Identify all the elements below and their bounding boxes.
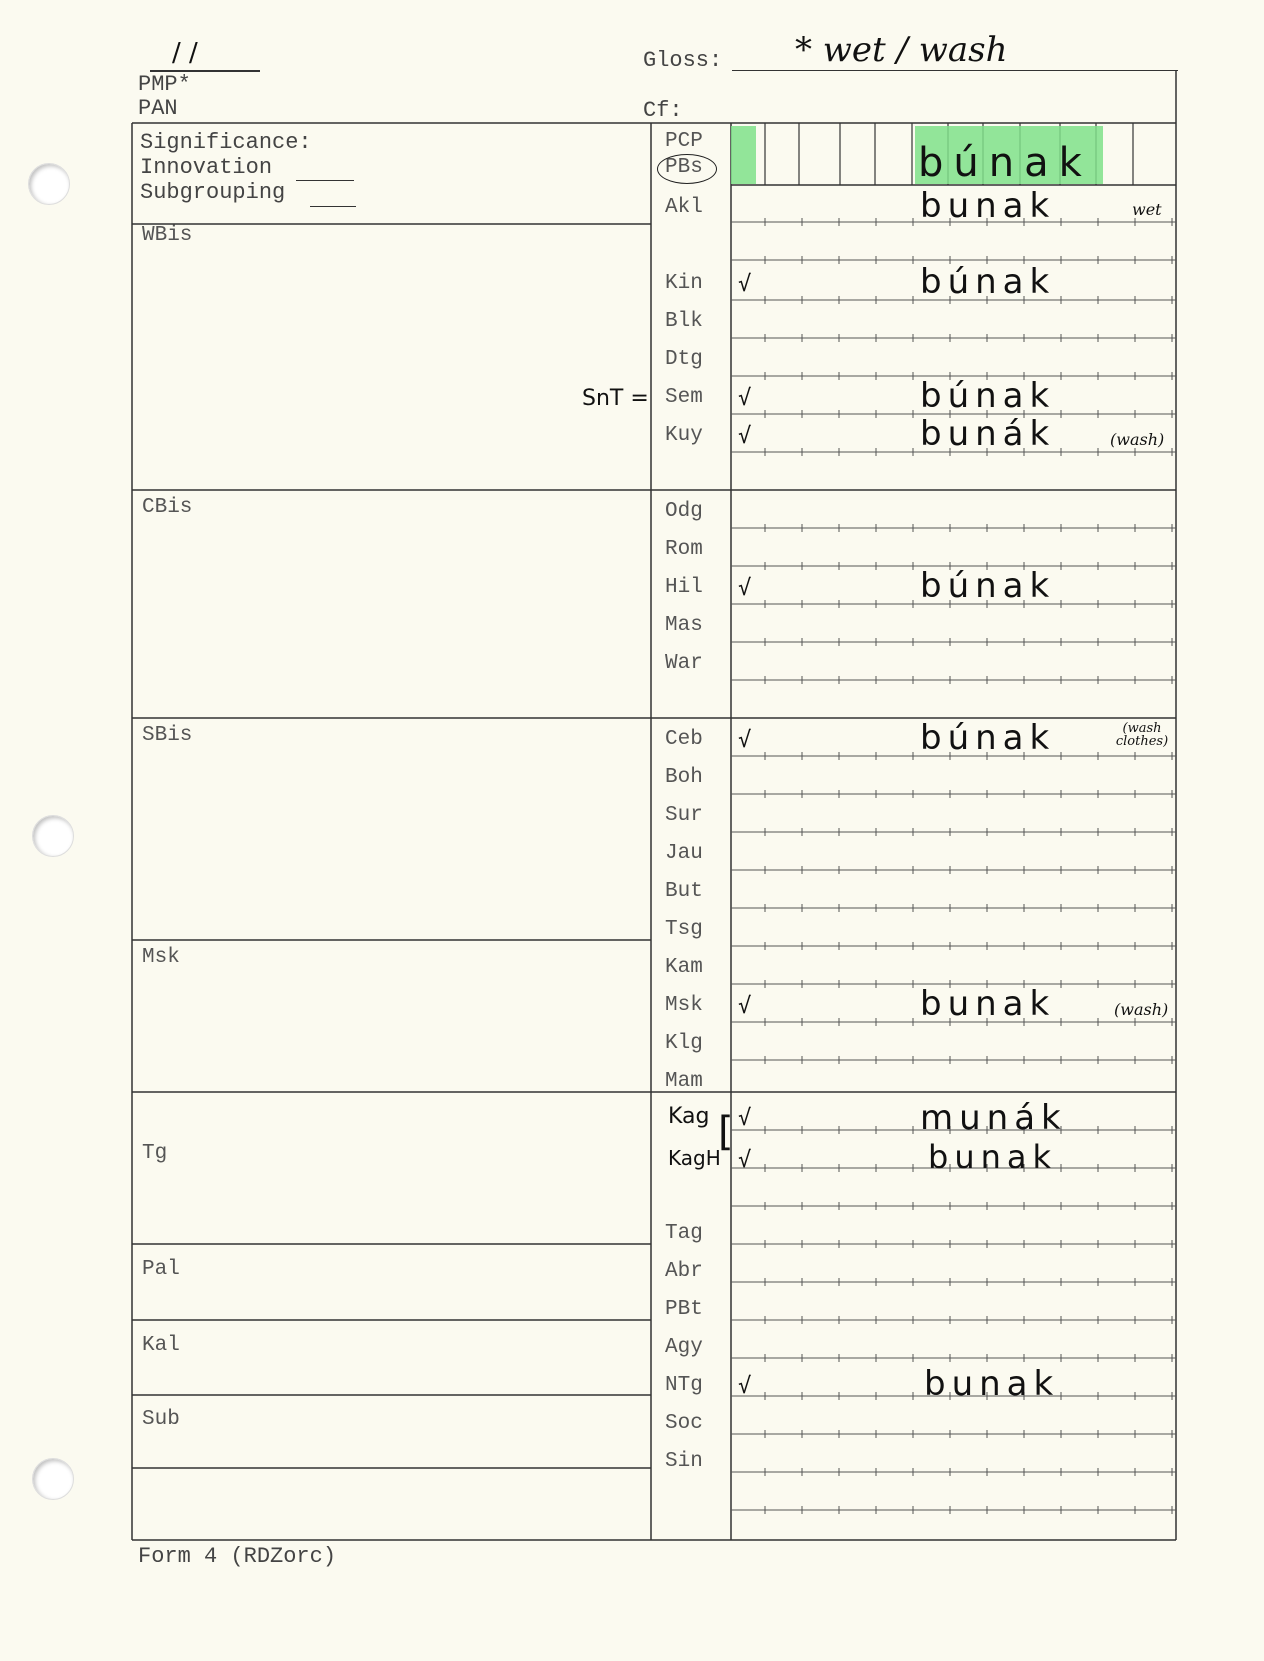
lang-soc: Soc (665, 1412, 703, 1435)
lang-jau: Jau (665, 842, 703, 865)
pan-label: PAN (138, 96, 178, 121)
lang-kag: Kag (668, 1104, 710, 1129)
check-msk: √ (738, 994, 752, 1019)
subgrouping-blank (310, 206, 356, 207)
pmp-label: PMP* (138, 72, 191, 97)
lang-abr: Abr (665, 1260, 703, 1283)
form-sem: búnak (920, 376, 1056, 416)
group-cbis: CBis (142, 496, 193, 519)
group-wbis: WBis (142, 224, 193, 247)
lang-mas: Mas (665, 614, 703, 637)
check-kag: √ (738, 1106, 752, 1131)
form-msk: bunak (920, 984, 1056, 1024)
lang-odg: Odg (665, 500, 703, 523)
cf-label: Cf: (643, 98, 683, 123)
note-kuy: (wash) (1110, 430, 1165, 449)
check-ceb: √ (738, 728, 752, 753)
significance-title: Significance: (140, 130, 312, 155)
lang-but: But (665, 880, 703, 903)
lang-pbs: PBs (665, 156, 703, 179)
lang-pbt: PBt (665, 1298, 703, 1321)
lang-sur: Sur (665, 804, 703, 827)
check-kin: √ (738, 272, 752, 297)
form-kag: munák (920, 1098, 1067, 1138)
pcp-left-highlight (731, 126, 756, 184)
note-akl: wet (1132, 200, 1162, 219)
form-kuy: bunák (920, 414, 1056, 454)
lang-kin: Kin (665, 272, 703, 295)
lang-msk: Msk (665, 994, 703, 1017)
group-msk: Msk (142, 946, 180, 969)
lang-sem: Sem (665, 386, 703, 409)
lang-akl: Akl (665, 196, 703, 219)
lang-boh: Boh (665, 766, 703, 789)
note-ceb: (wash clothes) (1115, 721, 1169, 749)
lang-hil: Hil (665, 576, 703, 599)
lang-pcp: PCP (665, 130, 703, 153)
lang-sin: Sin (665, 1450, 703, 1473)
lang-war: War (665, 652, 703, 675)
lang-tsg: Tsg (665, 918, 703, 941)
lang-agy: Agy (665, 1336, 703, 1359)
form-footer: Form 4 (RDZorc) (138, 1544, 337, 1569)
group-sub: Sub (142, 1408, 180, 1431)
gloss-label: Gloss: (643, 48, 723, 73)
lang-tag: Tag (665, 1222, 703, 1245)
kag-bracket: [ (718, 1109, 734, 1155)
check-kagh: √ (738, 1148, 752, 1173)
pbs-circle (657, 154, 717, 184)
form-kin: búnak (920, 262, 1056, 302)
gloss-value: * wet / wash (795, 30, 1008, 70)
form-akl: bunak (920, 186, 1056, 226)
group-kal: Kal (142, 1334, 180, 1357)
note-msk: (wash) (1114, 1000, 1169, 1019)
lang-mam: Mam (665, 1070, 703, 1093)
innovation-blank (296, 180, 354, 181)
form-kagh: bunak (928, 1138, 1058, 1176)
group-tg: Tg (142, 1142, 168, 1165)
form-ceb: búnak (920, 718, 1056, 758)
group-sbis: SBis (142, 724, 193, 747)
lang-blk: Blk (665, 310, 703, 333)
header-slashes: / / (172, 38, 198, 68)
form-pbs: búnak (918, 140, 1092, 186)
lang-rom: Rom (665, 538, 703, 561)
lang-kuy: Kuy (665, 424, 703, 447)
lang-klg: Klg (665, 1032, 703, 1055)
lang-kagh: KagH (668, 1146, 721, 1170)
lang-ceb: Ceb (665, 728, 703, 751)
form-hil: búnak (920, 566, 1056, 606)
snt-label: SnT = (582, 386, 649, 411)
lang-kam: Kam (665, 956, 703, 979)
subgrouping-label: Subgrouping (140, 180, 286, 205)
check-ntg: √ (738, 1374, 752, 1399)
lang-ntg: NTg (665, 1374, 703, 1397)
group-pal: Pal (142, 1258, 180, 1281)
check-sem: √ (738, 386, 752, 411)
check-kuy: √ (738, 424, 752, 449)
form-ntg: bunak (924, 1364, 1060, 1404)
lang-dtg: Dtg (665, 348, 703, 371)
check-hil: √ (738, 576, 752, 601)
innovation-label: Innovation (140, 155, 273, 180)
